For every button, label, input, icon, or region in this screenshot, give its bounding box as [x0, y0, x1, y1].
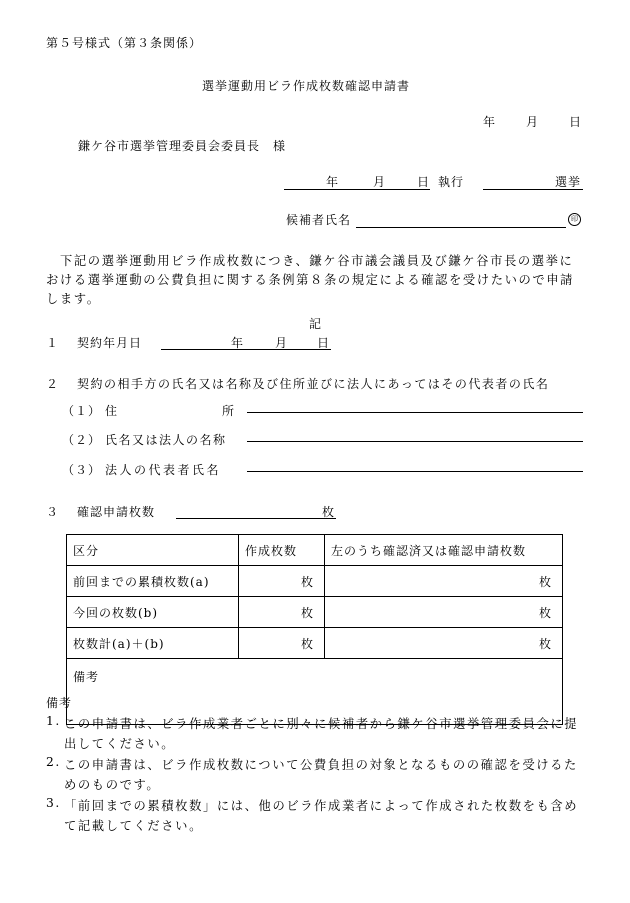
note-1-number: 1. — [46, 714, 61, 728]
count-table — [66, 534, 563, 725]
table-header-row — [67, 535, 563, 566]
table-row — [67, 597, 563, 628]
election-date-underline — [284, 189, 430, 190]
seal-icon: 印 — [568, 213, 581, 226]
item2-sub1-number: （１） — [62, 404, 102, 418]
item2-sub3-number: （３） — [62, 463, 102, 477]
item3-label: 確認申請枚数 — [77, 505, 156, 519]
note-1-line1: この申請書は、ビラ作成業者ごとに別々に候補者から鎌ケ谷市選挙管理委員会に提 — [64, 717, 579, 731]
created-count-cell: 枚 — [239, 628, 325, 659]
election-held-label: 執行 — [438, 175, 465, 189]
representative-underline — [247, 471, 583, 472]
election-suffix-label: 選挙 — [555, 175, 582, 189]
note-2-line2: めのものです。 — [64, 778, 161, 792]
row-label: 今回の枚数(b) — [67, 597, 239, 628]
confirmed-count-cell: 枚 — [325, 597, 563, 628]
election-day-label: 日 — [417, 175, 431, 189]
note-1-line2: 出してください。 — [64, 737, 176, 751]
item2-sub2-number: （２） — [62, 433, 102, 447]
item1-label: 契約年月日 — [77, 336, 143, 350]
item1-day: 日 — [317, 336, 331, 350]
item2-sub3-label: 法人の代表者氏名 — [105, 463, 222, 477]
item2-sub1-label-b: 所 — [222, 404, 236, 418]
addressee: 鎌ケ谷市選挙管理委員会委員長 様 — [78, 139, 287, 153]
form-number: 第５号様式（第３条関係） — [46, 36, 203, 50]
body-paragraph: 下記の選挙運動用ビラ作成枚数につき、鎌ケ谷市議会議員及び鎌ケ谷市長の選挙における選挙運動の公費負担に関する条例第８条の規定による確認を受けたいので申請します。 — [46, 254, 575, 306]
name-underline — [247, 441, 583, 442]
note-2-number: 2. — [46, 755, 61, 769]
item2-sub2-label: 氏名又は法人の名称 — [105, 433, 227, 447]
table-row — [67, 628, 563, 659]
election-month-label: 月 — [373, 175, 387, 189]
row-label: 枚数計(a)＋(b) — [67, 628, 239, 659]
created-count-cell: 枚 — [239, 597, 325, 628]
item1-number: １ — [46, 336, 60, 350]
ki-heading: 記 — [309, 317, 323, 331]
item1-month: 月 — [275, 336, 289, 350]
candidate-name-underline — [356, 227, 566, 228]
remarks-cell: 備考 — [67, 659, 563, 725]
item1-date-underline — [161, 349, 331, 350]
table-header-cell: 作成枚数 — [239, 535, 325, 566]
address-underline — [247, 412, 583, 413]
note-3-number: 3. — [46, 796, 61, 810]
notes-heading: 備考 — [46, 696, 73, 710]
seal-mark — [568, 212, 581, 226]
confirmed-count-cell: 枚 — [325, 628, 563, 659]
note-3-line1: 「前回までの累積枚数」には、他のビラ作成業者によって作成された枚数をも含め — [64, 799, 579, 813]
date-month-label: 月 — [526, 115, 540, 129]
note-3-line2: て記載してください。 — [64, 819, 203, 833]
item3-count-underline — [176, 518, 336, 519]
item3-number: ３ — [46, 505, 60, 519]
item2-number: ２ — [46, 377, 60, 391]
candidate-name-label: 候補者氏名 — [286, 213, 352, 227]
election-year-label: 年 — [326, 175, 340, 189]
item1-year: 年 — [231, 336, 245, 350]
item2-sub1-label-a: 住 — [105, 404, 119, 418]
item3-unit: 枚 — [322, 505, 336, 519]
item2-label: 契約の相手方の氏名又は名称及び住所並びに法人にあってはその代表者の氏名 — [77, 377, 550, 391]
table-header-cell: 区分 — [67, 535, 239, 566]
date-year-label: 年 — [483, 115, 497, 129]
note-2-line1: この申請書は、ビラ作成枚数について公費負担の対象となるものの確認を受けるた — [64, 758, 578, 772]
created-count-cell: 枚 — [239, 566, 325, 597]
row-label: 前回までの累積枚数(a) — [67, 566, 239, 597]
confirmed-count-cell: 枚 — [325, 566, 563, 597]
table-header-cell: 左のうち確認済又は確認申請枚数 — [325, 535, 563, 566]
date-day-label: 日 — [569, 115, 583, 129]
table-row — [67, 566, 563, 597]
document-title: 選挙運動用ビラ作成枚数確認申請書 — [202, 79, 411, 93]
